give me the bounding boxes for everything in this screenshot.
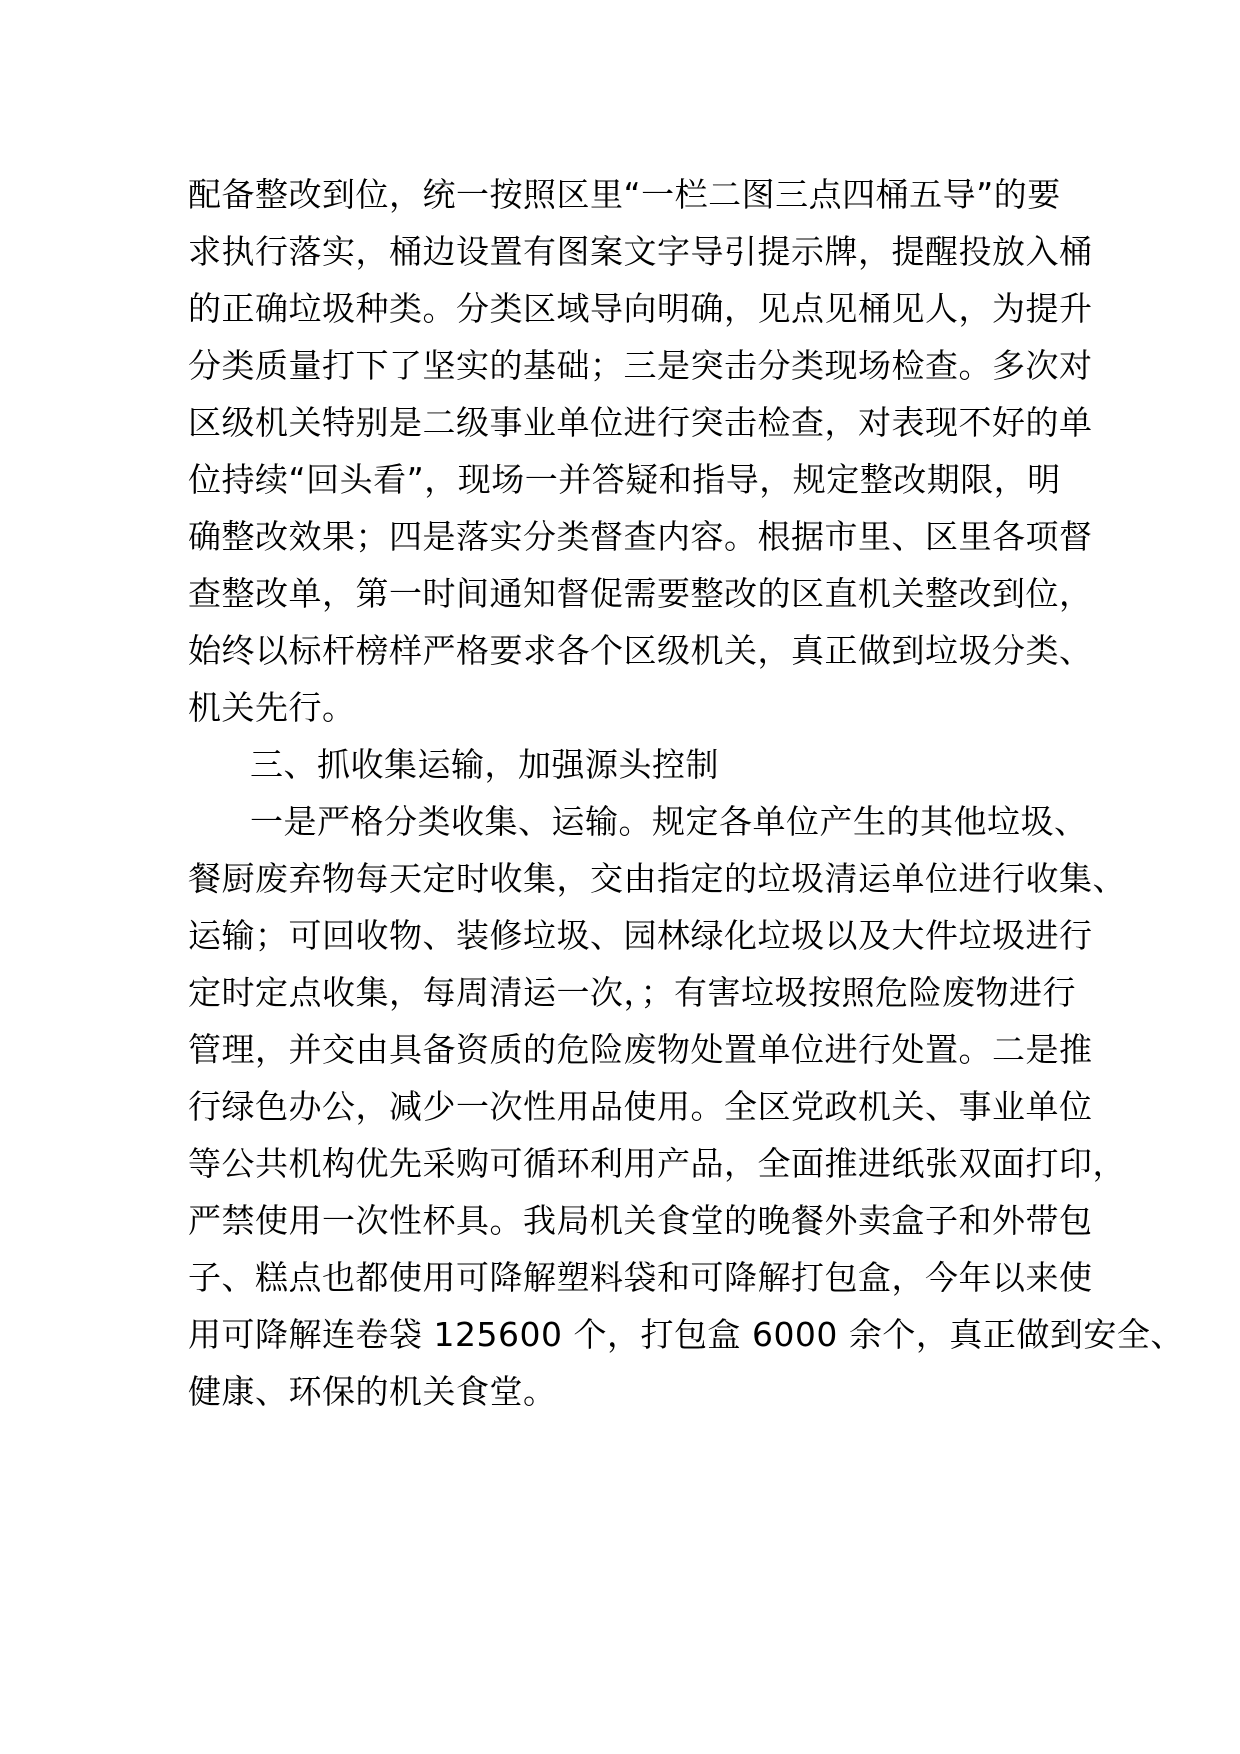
body-line-8: 查整改单，第一时间通知督促需要整改的区直机关整改到位， [188, 574, 1093, 613]
body-line-4: 分类质量打下了坚实的基础；三是突击分类现场检查。多次对 [188, 346, 1093, 385]
body-line-19: 严禁使用一次性杯具。我局机关食堂的晚餐外卖盒子和外带包 [188, 1201, 1093, 1240]
body-line-18: 等公共机构优先采购可循环利用产品，全面推进纸张双面打印， [188, 1144, 1126, 1183]
body-line-20: 子、糕点也都使用可降解塑料袋和可降解打包盒，今年以来使 [188, 1258, 1093, 1297]
body-line-21: 用可降解连卷袋 125600 个，打包盒 6000 余个，真正做到安全、 [188, 1315, 1184, 1354]
body-line-6: 位持续“回头看”，现场一并答疑和指导，规定整改期限，明 [188, 460, 1061, 499]
body-line-3: 的正确垃圾种类。分类区域导向明确，见点见桶见人，为提升 [188, 289, 1093, 328]
body-line-2: 求执行落实，桶边设置有图案文字导引提示牌，提醒投放入桶 [188, 232, 1093, 271]
body-line-14: 运输；可回收物、装修垃圾、园林绿化垃圾以及大件垃圾进行 [188, 916, 1093, 955]
section-heading: 三、抓收集运输，加强源头控制 [250, 745, 719, 784]
body-line-16: 管理，并交由具备资质的危险废物处置单位进行处置。二是推 [188, 1030, 1093, 1069]
body-line-17: 行绿色办公，减少一次性用品使用。全区党政机关、事业单位 [188, 1087, 1093, 1126]
body-line-22: 健康、环保的机关食堂。 [188, 1372, 557, 1411]
body-line-10: 机关先行。 [188, 688, 356, 727]
body-line-7: 确整改效果；四是落实分类督查内容。根据市里、区里各项督 [188, 517, 1093, 556]
body-line-13: 餐厨废弃物每天定时收集，交由指定的垃圾清运单位进行收集、 [188, 859, 1126, 898]
body-line-15: 定时定点收集，每周清运一次，；有害垃圾按照危险废物进行 [188, 973, 1076, 1012]
body-line-9: 始终以标杆榜样严格要求各个区级机关，真正做到垃圾分类、 [188, 631, 1093, 670]
body-line-12: 一是严格分类收集、运输。规定各单位产生的其他垃圾、 [250, 802, 1088, 841]
body-line-5: 区级机关特别是二级事业单位进行突击检查，对表现不好的单 [188, 403, 1093, 442]
body-line-1: 配备整改到位，统一按照区里“一栏二图三点四桶五导”的要 [188, 175, 1061, 214]
